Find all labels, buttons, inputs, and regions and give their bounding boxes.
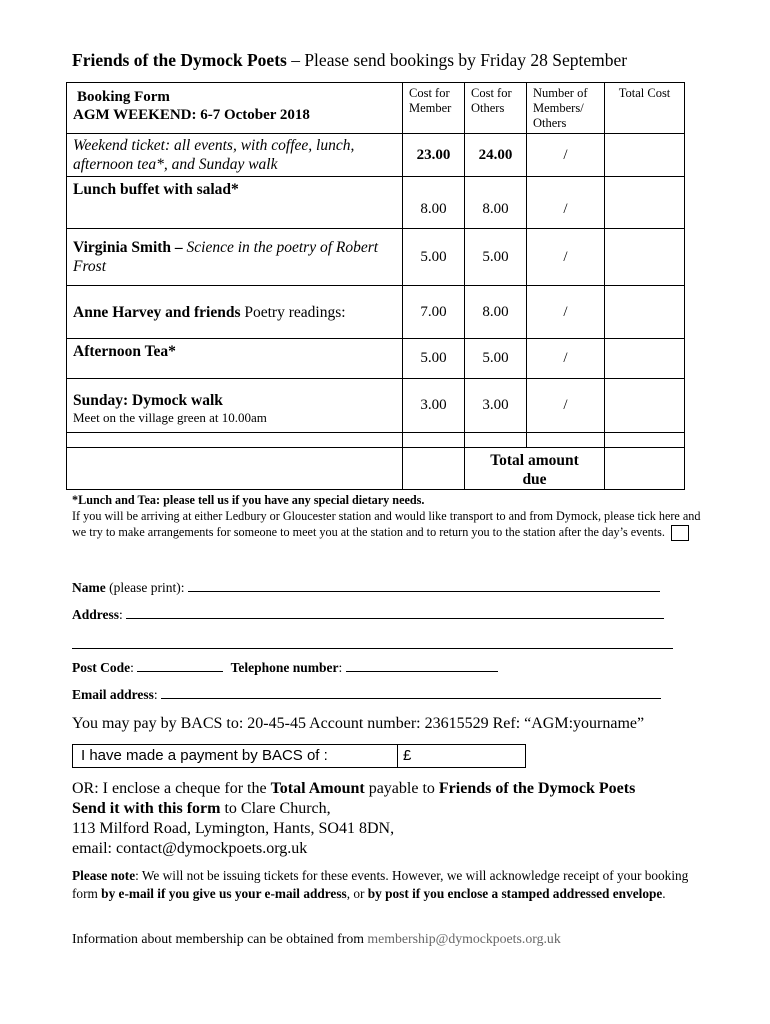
blank-cell (67, 433, 403, 448)
table-row (67, 134, 685, 177)
event-subtitle: Meet on the village green at 10.00am (73, 410, 267, 425)
please-note-text: : We will not be issuing tickets for these events. However, we will acknowledge receipt of your booking form (72, 868, 689, 901)
event-cell: Weekend ticket: all events, with coffee, lunch, afternoon tea*, and Sunday walk (67, 134, 403, 177)
address-label: Address (72, 607, 120, 622)
email-field-row: Email address: (72, 687, 661, 703)
number-field[interactable]: / (527, 379, 605, 433)
address-input-line-2[interactable] (72, 648, 673, 649)
membership-email-link[interactable]: membership@dymockpoets.org.uk (367, 931, 561, 946)
number-field[interactable]: / (527, 286, 605, 339)
total-amount-label: Total amount due (465, 448, 605, 490)
event-cell: Afternoon Tea* (67, 339, 403, 379)
booking-deadline: Please send bookings by Friday 28 September (304, 50, 628, 70)
number-field[interactable]: / (527, 229, 605, 286)
please-note-paragraph (72, 867, 692, 902)
please-note-or: , or (346, 885, 368, 901)
others-cost: 5.00 (465, 229, 527, 286)
table-row (67, 339, 685, 379)
table-row (67, 286, 685, 339)
org-name: Friends of the Dymock Poets (72, 50, 287, 70)
event-name: AGM WEEKEND: 6-7 October 2018 (73, 107, 310, 123)
postcode-input[interactable] (137, 670, 223, 672)
name-field-row (72, 580, 660, 596)
postcode-phone-row: Post Code: Telephone number: (72, 660, 498, 676)
total-cost-field[interactable] (605, 339, 685, 379)
member-cost: 8.00 (403, 177, 465, 229)
bacs-box-label: I have made a payment by BACS of : (81, 747, 328, 764)
others-cost: 5.00 (465, 339, 527, 379)
member-cost: 23.00 (403, 134, 465, 177)
blank-cell (465, 433, 527, 448)
talk-title: Science in the poetry of Robert Frost (73, 239, 379, 275)
event-cell (67, 286, 403, 339)
table-row (67, 229, 685, 286)
form-heading-cell (67, 83, 403, 134)
title-dash: – (286, 50, 305, 70)
total-amount-field[interactable] (605, 448, 685, 490)
blank-cell (527, 433, 605, 448)
event-title: Sunday: Dymock walk (73, 392, 223, 409)
others-cost: 24.00 (465, 134, 527, 177)
cheque-total-amount: Total Amount (270, 780, 365, 797)
number-field[interactable]: / (527, 177, 605, 229)
member-cost: 5.00 (403, 229, 465, 286)
col-header-number: Number of Members/ Others (527, 83, 605, 134)
bacs-details: You may pay by BACS to: 20-45-45 Account number: 23615529 Ref: “AGM:yourname” (72, 715, 645, 732)
booking-table (66, 82, 685, 490)
cheque-payable-text: payable to (364, 780, 439, 797)
speaker-name: Virginia Smith (73, 239, 172, 256)
cheque-payee: Friends of the Dymock Poets (438, 780, 636, 797)
col-header-others: Cost for Others (465, 83, 527, 134)
table-header-row (67, 83, 685, 134)
send-line (72, 799, 712, 819)
membership-text: Information about membership can be obtained from (72, 931, 368, 946)
dietary-note: *Lunch and Tea: please tell us if you have any special dietary needs. (72, 493, 425, 507)
postal-address: 113 Milford Road, Lymington, Hants, SO41 8DN, (72, 820, 395, 837)
total-row (67, 448, 685, 490)
event-detail: Poetry readings: (240, 303, 346, 321)
name-label: Name (72, 580, 106, 595)
bacs-payment-box (72, 744, 526, 768)
email-label: Email address (72, 687, 154, 702)
member-cost: 7.00 (403, 286, 465, 339)
total-cost-field[interactable] (605, 177, 685, 229)
send-instruction: Send it with this form (72, 800, 221, 817)
page-title (72, 50, 627, 71)
number-field[interactable]: / (527, 134, 605, 177)
email-input[interactable] (161, 697, 661, 699)
please-note-label: Please note (72, 868, 136, 883)
event-cell: Lunch buffet with salad* (67, 177, 403, 229)
member-cost: 3.00 (403, 379, 465, 433)
send-recipient: to Clare Church, (220, 800, 331, 817)
membership-info (72, 931, 561, 947)
blank-cell (67, 448, 403, 490)
table-row (67, 433, 685, 448)
blank-cell (403, 448, 465, 490)
please-note-end: . (662, 885, 666, 901)
speaker-name: Anne Harvey and friends (73, 303, 241, 321)
table-row (67, 379, 685, 433)
form-heading: Booking Form (77, 89, 170, 105)
postcode-label: Post Code (72, 660, 131, 675)
post-ack-note: by post if you enclose a stamped addressed envelope (367, 885, 663, 901)
col-header-total: Total Cost (605, 83, 685, 134)
total-cost-field[interactable] (605, 134, 685, 177)
event-cell (67, 379, 403, 433)
others-cost: 3.00 (465, 379, 527, 433)
transport-checkbox[interactable] (671, 525, 689, 541)
address-input[interactable] (126, 617, 664, 619)
name-hint: (please print): (105, 580, 188, 595)
blank-cell (605, 433, 685, 448)
total-cost-field[interactable] (605, 229, 685, 286)
total-cost-field[interactable] (605, 286, 685, 339)
bacs-box-divider (397, 745, 398, 767)
contact-email: email: contact@dymockpoets.org.uk (72, 840, 308, 857)
speaker-sep: – (171, 239, 187, 256)
cheque-instructions (72, 779, 712, 859)
email-ack-note: by e-mail if you give us your e-mail address (101, 885, 347, 901)
member-cost: 5.00 (403, 339, 465, 379)
telephone-input[interactable] (346, 670, 498, 672)
others-cost: 8.00 (465, 177, 527, 229)
transport-note (72, 508, 704, 541)
col-header-member: Cost for Member (403, 83, 465, 134)
cheque-text: OR: I enclose a cheque for the (72, 780, 271, 797)
cheque-line (72, 779, 712, 799)
bacs-amount-field[interactable]: £ (403, 747, 412, 764)
event-cell (67, 229, 403, 286)
blank-cell (403, 433, 465, 448)
transport-note-text: If you will be arriving at either Ledbury or Gloucester station and would like transport to and from Dymock, please tick here and we try to make arrangements for someone to meet you at the station and to return you to the station after the day’s events. (72, 509, 701, 539)
name-input[interactable] (188, 590, 660, 592)
telephone-label: Telephone number (230, 660, 339, 675)
total-cost-field[interactable] (605, 379, 685, 433)
address-field-row: Address: (72, 607, 664, 623)
number-field[interactable]: / (527, 339, 605, 379)
table-row (67, 177, 685, 229)
others-cost: 8.00 (465, 286, 527, 339)
